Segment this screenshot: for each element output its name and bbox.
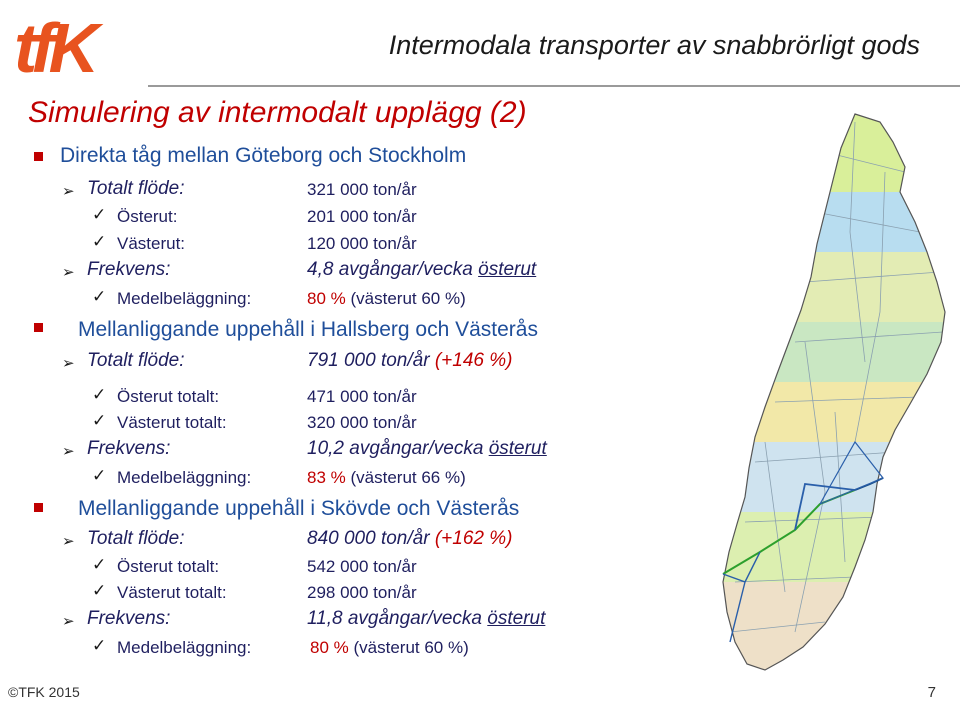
total-flow-label: Totalt flöde: (87, 528, 185, 549)
east-flow-label: Österut totalt: (117, 387, 220, 406)
check-bullet-icon: ✓ (92, 581, 107, 600)
square-bullet-icon (34, 503, 43, 512)
east-flow-value: 542 000 ton/år (307, 557, 417, 576)
occupancy-value: 80 % (västerut 60 %) (310, 638, 469, 657)
west-flow-value: 320 000 ton/år (307, 413, 417, 432)
frequency-value: 11,8 avgångar/vecka österut (307, 608, 546, 629)
frequency-label: Frekvens: (87, 438, 171, 459)
west-flow-value: 120 000 ton/år (307, 234, 417, 253)
total-flow-value: 840 000 ton/år (+162 %) (307, 528, 513, 549)
arrow-bullet-icon: ➢ (62, 264, 75, 281)
section-heading: Direkta tåg mellan Göteborg och Stockholm (60, 144, 467, 167)
square-bullet-icon (34, 323, 43, 332)
arrow-bullet-icon: ➢ (62, 613, 75, 630)
frequency-direction: österut (487, 608, 546, 629)
arrow-bullet-icon: ➢ (62, 183, 75, 200)
total-flow-label: Totalt flöde: (87, 350, 185, 371)
presentation-title: Intermodala transporter av snabbrörligt gods (388, 30, 920, 60)
slide-title: Simulering av intermodalt upplägg (2) (28, 96, 527, 129)
section-heading: Mellanliggande uppehåll i Skövde och Västerås (78, 497, 520, 520)
east-flow-label: Österut: (117, 207, 178, 226)
check-bullet-icon: ✓ (92, 205, 107, 224)
occupancy-label: Medelbeläggning: (117, 468, 252, 487)
check-bullet-icon: ✓ (92, 555, 107, 574)
check-bullet-icon: ✓ (92, 636, 107, 655)
frequency-label: Frekvens: (87, 259, 171, 280)
page-number: 7 (927, 684, 936, 701)
west-flow-label: Västerut totalt: (117, 413, 227, 432)
arrow-bullet-icon: ➢ (62, 533, 75, 550)
total-flow-value: 791 000 ton/år (+146 %) (307, 350, 513, 371)
occupancy-label: Medelbeläggning: (117, 638, 252, 657)
check-bullet-icon: ✓ (92, 385, 107, 404)
total-flow-value: 321 000 ton/år (307, 180, 417, 199)
check-bullet-icon: ✓ (92, 411, 107, 430)
east-flow-value: 471 000 ton/år (307, 387, 417, 406)
section-heading: Mellanliggande uppehåll i Hallsberg och Västerås (78, 318, 538, 341)
tfk-logo (12, 8, 142, 80)
sweden-map (705, 112, 955, 677)
total-flow-label: Totalt flöde: (87, 178, 185, 199)
west-flow-label: Västerut totalt: (117, 583, 227, 602)
occupancy-value: 83 % (västerut 66 %) (307, 468, 466, 487)
frequency-direction: österut (478, 259, 537, 280)
east-flow-label: Österut totalt: (117, 557, 220, 576)
frequency-direction: österut (488, 438, 547, 459)
frequency-label: Frekvens: (87, 608, 171, 629)
check-bullet-icon: ✓ (92, 232, 107, 251)
check-bullet-icon: ✓ (92, 466, 107, 485)
occupancy-label: Medelbeläggning: (117, 289, 252, 308)
arrow-bullet-icon: ➢ (62, 443, 75, 460)
west-flow-value: 298 000 ton/år (307, 583, 417, 602)
frequency-value: 4,8 avgångar/vecka österut (307, 259, 537, 280)
east-flow-value: 201 000 ton/år (307, 207, 417, 226)
square-bullet-icon (34, 152, 43, 161)
footer-copyright: ©TFK 2015 (8, 684, 80, 700)
occupancy-value: 80 % (västerut 60 %) (307, 289, 466, 308)
west-flow-label: Västerut: (117, 234, 186, 253)
header-divider (148, 85, 960, 87)
arrow-bullet-icon: ➢ (62, 355, 75, 372)
check-bullet-icon: ✓ (92, 287, 107, 306)
logo-text: tfK (14, 9, 94, 80)
frequency-value: 10,2 avgångar/vecka österut (307, 438, 547, 459)
